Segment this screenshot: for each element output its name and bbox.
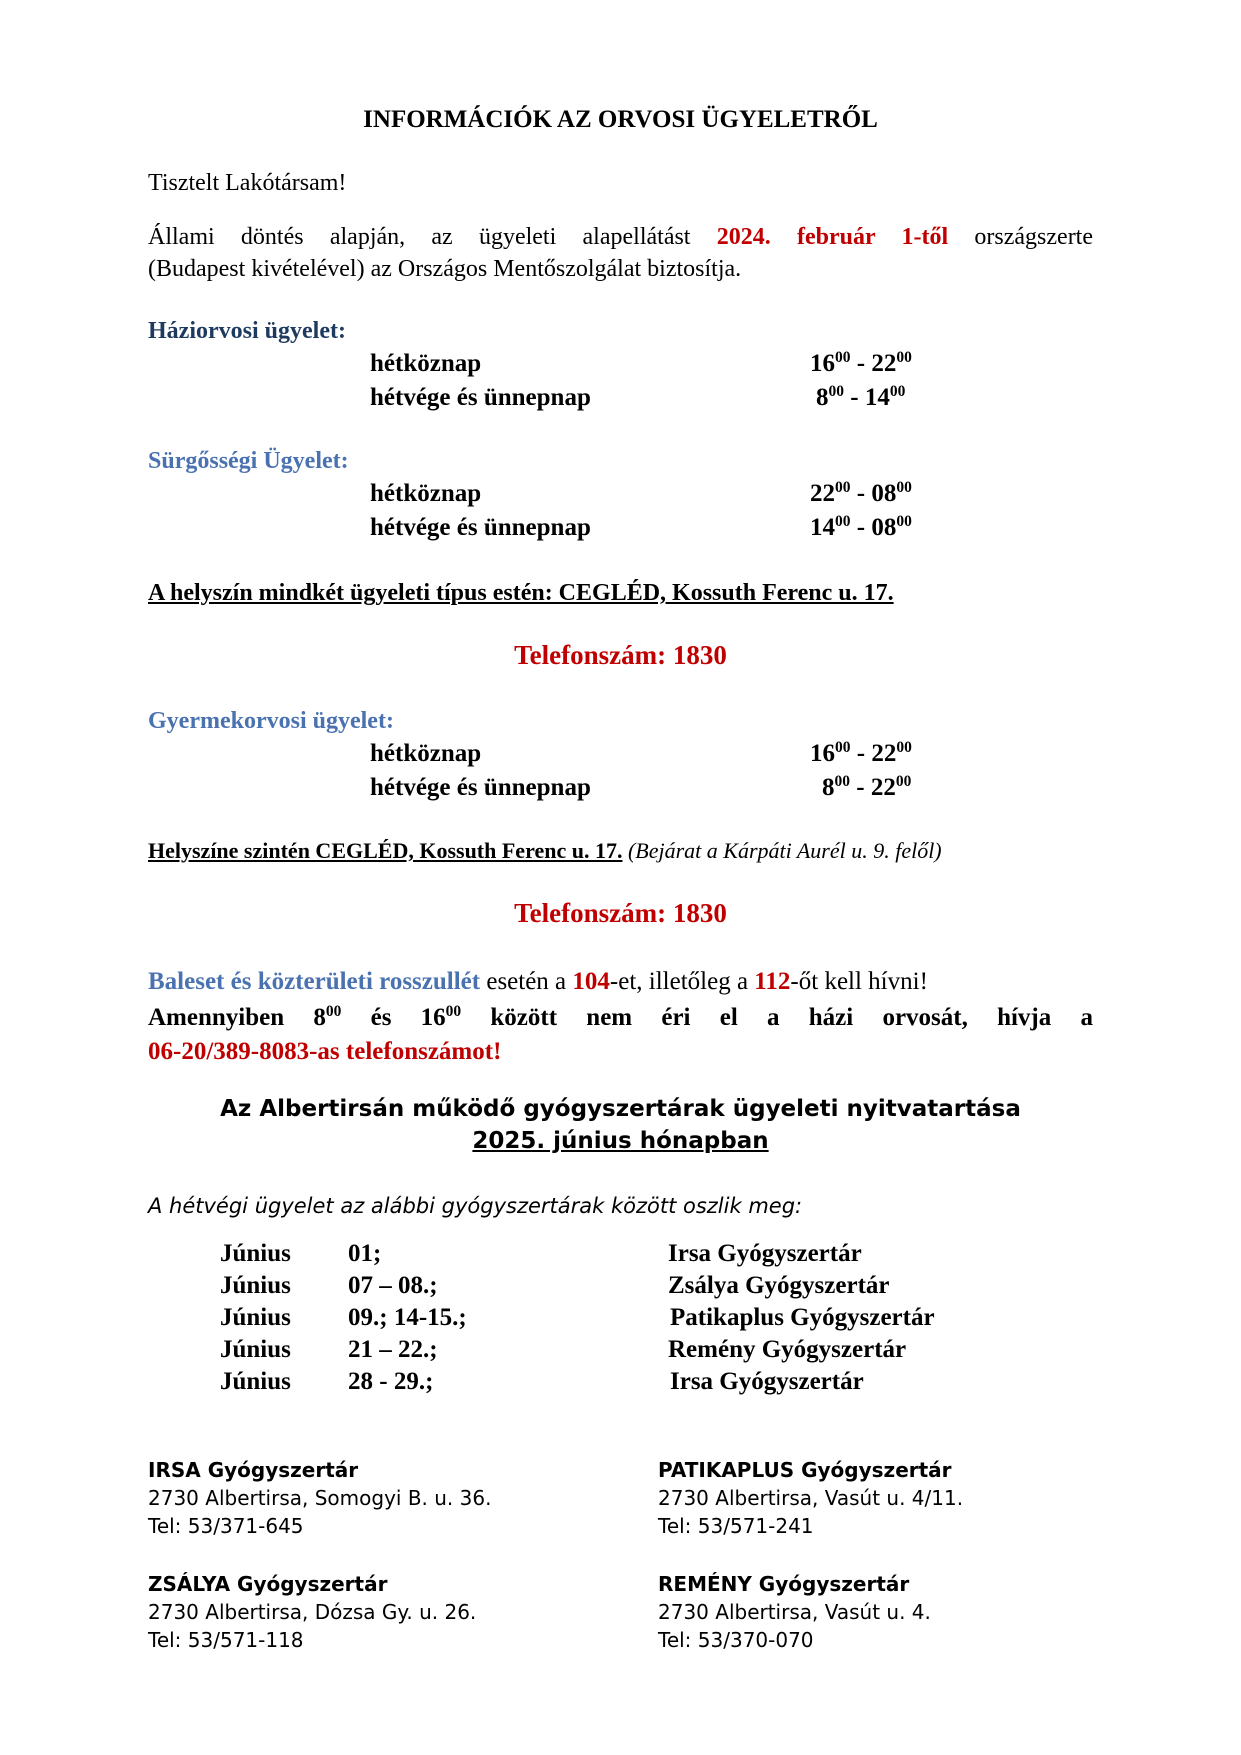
schedule-time: $22^{00} - 08^{00}$ [810,479,912,507]
location-2-note: (Bejárat a Kárpáti Aurél u. 9. felől) [627,838,942,863]
schedule-time: $8^{00} - 22^{00}$ [822,773,912,801]
schedule-days: 28 - 29.; [348,1368,434,1395]
page-title: INFORMÁCIÓK AZ ORVOSI ÜGYELETRŐL [363,106,878,133]
schedule-month: Június [220,1304,291,1331]
contact-name: PATIKAPLUS Gyógyszertár [658,1458,952,1482]
contact-phone: Tel: 53/370-070 [658,1628,814,1652]
schedule-time: $14^{00} - 08^{00}$ [810,513,912,541]
contact-address: 2730 Albertirsa, Dózsa Gy. u. 26. [148,1600,477,1624]
contact-address: 2730 Albertirsa, Somogyi B. u. 36. [148,1486,492,1510]
contact-phone: Tel: 53/571-241 [658,1514,814,1538]
schedule-month: Június [220,1240,291,1267]
pediatric-duty-heading: Gyermekorvosi ügyelet: [148,708,394,734]
emergency-number-104: 104 [572,968,610,995]
contact-name: REMÉNY Gyógyszertár [658,1572,910,1596]
location-2-address: Helyszíne szintén CEGLÉD, Kossuth Ferenc u. 17. [148,838,623,863]
phone-number-1: Telefonszám: 1830 [514,640,727,670]
contact-name: IRSA Gyógyszertár [148,1458,359,1482]
schedule-label: hétvége és ünnepnap [370,384,591,411]
emergency-highlight: Baleset és közterületi rosszullét [148,968,481,995]
location-1: A helyszín mindkét ügyeleti típus estén: CEGLÉD, Kossuth Ferenc u. 17. [148,580,894,606]
pharmacy-title: Az Albertirsán működő gyógyszertárak ügyeleti nyitvatartása [220,1096,1021,1122]
contact-address: 2730 Albertirsa, Vasút u. 4. [658,1600,931,1624]
schedule-days: 01; [348,1240,382,1267]
pharmacy-contact-remeny [658,1570,931,1654]
schedule-pharmacy: Patikaplus Gyógyszertár [670,1304,935,1331]
schedule-pharmacy: Irsa Gyógyszertár [670,1368,864,1395]
greeting: Tisztelt Lakótársam! [148,170,347,196]
contact-phone: Tel: 53/571-118 [148,1628,304,1652]
schedule-month: Június [220,1368,291,1395]
schedule-label: hétvége és ünnepnap [370,514,591,541]
schedule-time: $16^{00} - 22^{00}$ [810,349,912,377]
schedule-days: 07 – 08.; [348,1272,438,1299]
contact-name: ZSÁLYA Gyógyszertár [148,1572,388,1596]
gp-alt-phone: 06-20/389-8083-as telefonszámot! [148,1038,502,1065]
intro-text: Állami döntés alapján, az ügyeleti alapellátást [148,224,691,250]
schedule-time: $8^{00} - 14^{00}$ [816,383,906,411]
intro-line-1 [148,224,1093,251]
location-2 [148,838,942,864]
contact-address: 2730 Albertirsa, Vasút u. 4/11. [658,1486,964,1510]
schedule-label: hétköznap [370,480,482,507]
schedule-pharmacy: Irsa Gyógyszertár [668,1240,862,1267]
pharmacy-subtitle: 2025. június hónapban [472,1128,769,1154]
start-date: 2024. február 1-től [716,224,949,250]
emergency-duty-heading: Sürgősségi Ügyelet: [148,448,349,474]
contact-phone: Tel: 53/371-645 [148,1514,304,1538]
pharmacy-intro: A hétvégi ügyelet az alábbi gyógyszertárak között oszlik meg: [148,1194,803,1218]
schedule-label: hétköznap [370,350,482,377]
pharmacy-contact-patikaplus [658,1456,963,1540]
schedule-month: Június [220,1272,291,1299]
gp-unavailable-notice: Amennyiben $8^{00}$ és $16^{00}$ között nem éri el a házi orvosát, hívja a [148,1003,1093,1031]
schedule-label: hétköznap [370,740,482,767]
emergency-number-112: 112 [754,968,791,995]
schedule-pharmacy: Remény Gyógyszertár [668,1336,907,1363]
gp-duty-heading: Háziorvosi ügyelet: [148,318,346,344]
schedule-label: hétvége és ünnepnap [370,774,591,801]
pharmacy-contact-zsalya [148,1570,476,1654]
schedule-days: 21 – 22.; [348,1336,438,1363]
schedule-month: Június [220,1336,291,1363]
pharmacy-contact-irsa [148,1456,491,1540]
schedule-days: 09.; 14-15.; [348,1304,467,1331]
phone-number-2: Telefonszám: 1830 [514,898,727,928]
intro-text: országszerte [974,224,1093,250]
intro-line-2: (Budapest kivételével) az Országos Mentőszolgálat biztosítja. [148,256,742,282]
schedule-pharmacy: Zsálya Gyógyszertár [668,1272,890,1299]
schedule-time: $16^{00} - 22^{00}$ [810,739,912,767]
emergency-notice: Baleset és közterületi rosszullét esetén a 104-et, illetőleg a 112-őt kell hívni! [148,968,928,995]
